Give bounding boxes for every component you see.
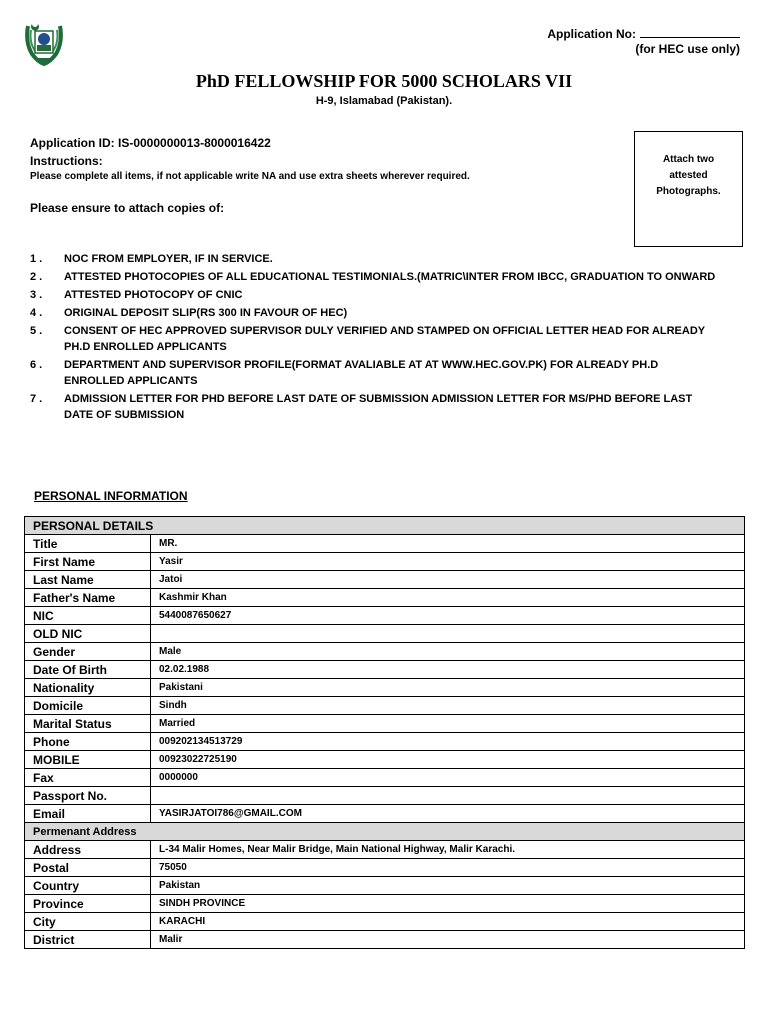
- field-label-email: Email: [25, 805, 151, 823]
- field-label-district: District: [25, 931, 151, 949]
- table-row: [25, 787, 745, 805]
- table-row: [25, 931, 745, 949]
- documents-list: [30, 251, 720, 425]
- table-section-header: [25, 823, 745, 841]
- field-value-first-name: Yasir: [151, 553, 745, 571]
- table-row: [25, 715, 745, 733]
- field-value-nationality: Pakistani: [151, 679, 745, 697]
- hec-emblem-icon: [22, 18, 66, 68]
- personal-details-table: [24, 516, 745, 949]
- list-item-number: 4 .: [30, 307, 43, 319]
- table-row: [25, 895, 745, 913]
- field-value-district: Malir: [151, 931, 745, 949]
- table-row: [25, 661, 745, 679]
- list-item-number: 1 .: [30, 253, 43, 265]
- instructions-heading: Instructions:: [30, 154, 103, 168]
- application-id: Application ID: IS-0000000013-8000016422: [30, 136, 271, 150]
- photo-box-line: Photographs.: [656, 186, 721, 197]
- field-label-phone: Phone: [25, 733, 151, 751]
- table-row: [25, 751, 745, 769]
- field-value-marital-status: Married: [151, 715, 745, 733]
- field-value-address: L-34 Malir Homes, Near Malir Bridge, Main National Highway, Malir Karachi.: [151, 841, 745, 859]
- instructions-text: Please complete all items, if not applicable write NA and use extra sheets wherever required.: [30, 171, 470, 182]
- list-item-number: 6 .: [30, 359, 43, 371]
- field-value-old-nic: [151, 625, 745, 643]
- list-item-number: 3 .: [30, 289, 43, 301]
- table-row: [25, 589, 745, 607]
- field-value-country: Pakistan: [151, 877, 745, 895]
- field-value-date-of-birth: 02.02.1988: [151, 661, 745, 679]
- table-row: [25, 553, 745, 571]
- field-value-domicile: Sindh: [151, 697, 745, 715]
- table-row: [25, 643, 745, 661]
- field-label-city: City: [25, 913, 151, 931]
- hec-use-note: (for HEC use only): [635, 42, 740, 56]
- field-value-nic: 5440087650627: [151, 607, 745, 625]
- field-value-fax: 0000000: [151, 769, 745, 787]
- list-item-number: 2 .: [30, 271, 43, 283]
- list-item: [30, 287, 720, 303]
- page-subtitle: H-9, Islamabad (Pakistan).: [315, 95, 453, 107]
- personal-information-heading: PERSONAL INFORMATION: [34, 489, 188, 503]
- table-row: [25, 859, 745, 877]
- table-row: [25, 679, 745, 697]
- table-row: [25, 733, 745, 751]
- list-item-text: CONSENT OF HEC APPROVED SUPERVISOR DULY VERIFIED AND STAMPED ON OFFICIAL LETTER HEAD FOR ALREADY PH.D ENROLLED APPLICANTS: [64, 325, 705, 353]
- field-value-postal: 75050: [151, 859, 745, 877]
- field-label-title: Title: [25, 535, 151, 553]
- field-label-passport-no: Passport No.: [25, 787, 151, 805]
- field-label-father-s-name: Father's Name: [25, 589, 151, 607]
- list-item-number: 5 .: [30, 325, 43, 337]
- photo-box-line: attested: [669, 170, 708, 181]
- table-row: [25, 625, 745, 643]
- field-value-province: SINDH PROVINCE: [151, 895, 745, 913]
- list-item-text: ADMISSION LETTER FOR PHD BEFORE LAST DATE OF SUBMISSION ADMISSION LETTER FOR MS/PHD BEFORE LAST DATE OF SUBMISSION: [64, 393, 693, 421]
- photo-box: [634, 131, 743, 247]
- field-label-nationality: Nationality: [25, 679, 151, 697]
- table-row: [25, 805, 745, 823]
- field-label-domicile: Domicile: [25, 697, 151, 715]
- table-row: [25, 535, 745, 553]
- table-row: [25, 769, 745, 787]
- field-value-last-name: Jatoi: [151, 571, 745, 589]
- list-item-text: ORIGINAL DEPOSIT SLIP(RS 300 IN FAVOUR OF HEC): [64, 307, 348, 319]
- list-item-text: ATTESTED PHOTOCOPY OF CNIC: [64, 289, 243, 301]
- field-label-address: Address: [25, 841, 151, 859]
- field-label-fax: Fax: [25, 769, 151, 787]
- field-value-father-s-name: Kashmir Khan: [151, 589, 745, 607]
- field-label-province: Province: [25, 895, 151, 913]
- list-item: [30, 269, 720, 285]
- list-item-number: 7 .: [30, 393, 43, 405]
- field-label-marital-status: Marital Status: [25, 715, 151, 733]
- field-label-last-name: Last Name: [25, 571, 151, 589]
- list-item: [30, 357, 720, 389]
- field-label-country: Country: [25, 877, 151, 895]
- permanent-address-title: Permenant Address: [25, 823, 745, 841]
- list-item-text: DEPARTMENT AND SUPERVISOR PROFILE(FORMAT AVALIABLE AT AT WWW.HEC.GOV.PK) FOR ALREADY PH.D ENROLLED APPLICANTS: [64, 359, 659, 387]
- list-item: [30, 251, 720, 267]
- field-label-mobile: MOBILE: [25, 751, 151, 769]
- field-value-email: YASIRJATOI786@GMAIL.COM: [151, 805, 745, 823]
- table-section-header: [25, 517, 745, 535]
- field-value-phone: 009202134513729: [151, 733, 745, 751]
- table-row: [25, 841, 745, 859]
- field-value-passport-no: [151, 787, 745, 805]
- table-row: [25, 697, 745, 715]
- list-item: [30, 323, 720, 355]
- photo-box-line: Attach two: [662, 154, 715, 165]
- table-row: [25, 571, 745, 589]
- field-value-gender: Male: [151, 643, 745, 661]
- application-no-area: [547, 27, 740, 57]
- field-value-mobile: 00923022725190: [151, 751, 745, 769]
- application-no-field[interactable]: [640, 27, 740, 38]
- field-value-title: MR.: [151, 535, 745, 553]
- list-item-text: NOC FROM EMPLOYER, IF IN SERVICE.: [64, 253, 273, 265]
- field-value-city: KARACHI: [151, 913, 745, 931]
- personal-details-title: PERSONAL DETAILS: [25, 517, 745, 535]
- list-item-text: ATTESTED PHOTOCOPIES OF ALL EDUCATIONAL TESTIMONIALS.(MATRIC\INTER FROM IBCC, GRADUATION TO ONWARD: [64, 271, 716, 283]
- table-row: [25, 607, 745, 625]
- list-item: [30, 305, 720, 321]
- field-label-old-nic: OLD NIC: [25, 625, 151, 643]
- application-no-label: Application No:: [547, 27, 636, 41]
- field-label-gender: Gender: [25, 643, 151, 661]
- field-label-nic: NIC: [25, 607, 151, 625]
- table-row: [25, 913, 745, 931]
- field-label-postal: Postal: [25, 859, 151, 877]
- page-title: PhD FELLOWSHIP FOR 5000 SCHOLARS VII: [195, 71, 573, 91]
- field-label-date-of-birth: Date Of Birth: [25, 661, 151, 679]
- table-row: [25, 877, 745, 895]
- list-item: [30, 391, 720, 423]
- field-label-first-name: First Name: [25, 553, 151, 571]
- ensure-attach-text: Please ensure to attach copies of:: [30, 201, 225, 215]
